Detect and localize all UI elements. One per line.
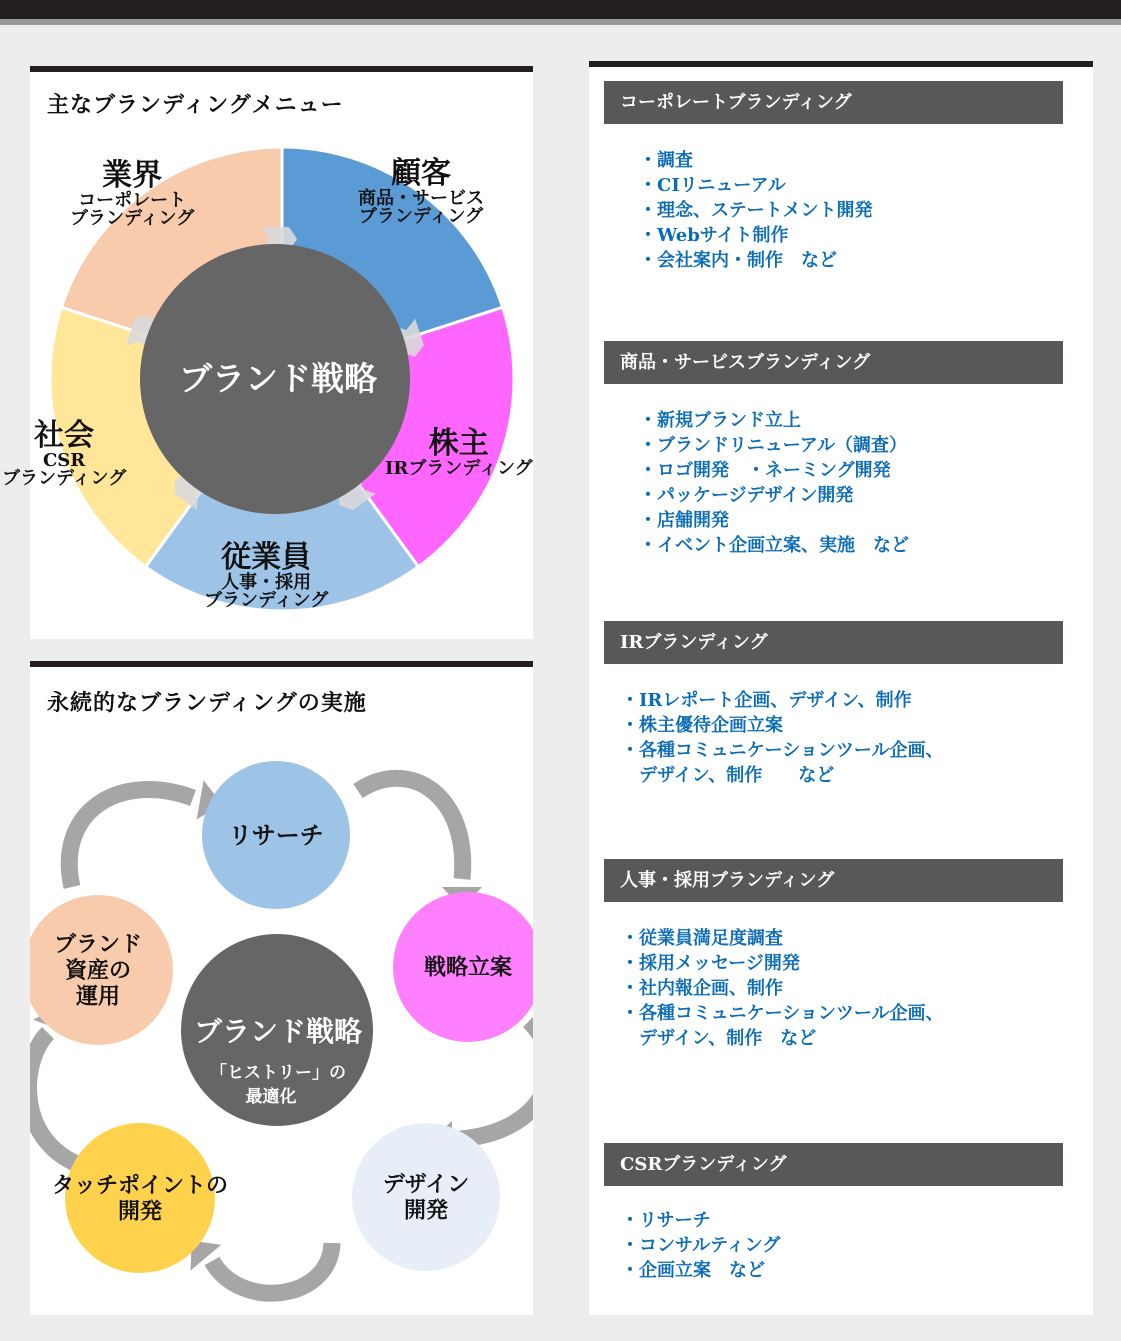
list-item: ・リサーチ	[621, 1210, 711, 1231]
branding-cycle-panel	[30, 661, 533, 1315]
list-item: ・ブランドリニューアル（調査）	[639, 435, 908, 456]
cycle-node-label: 運用	[75, 983, 121, 1010]
list-item: ・従業員満足度調査	[621, 928, 783, 949]
list-item: ・株主優待企画立案	[621, 715, 783, 736]
branding-menu-panel	[2, 66, 533, 639]
list-item: ・会社案内・制作 など	[639, 250, 837, 271]
section-heading-product: 商品・サービスブランディング	[604, 341, 1063, 384]
section-heading-corporate: コーポレートブランディング	[604, 81, 1063, 124]
list-item: デザイン、制作 など	[621, 765, 835, 786]
list-item: ・Webサイト制作	[639, 225, 789, 246]
top-bar	[0, 0, 1121, 19]
cycle-node-label: 戦略立案	[423, 954, 513, 981]
cycle-node-label: タッチポイントの	[51, 1172, 229, 1199]
cycle-arrow	[212, 1243, 332, 1293]
section-heading-ir: IRブランディング	[604, 621, 1063, 664]
cycle-arrow	[69, 790, 193, 887]
list-item: ・各種コミュニケーションツール企画、	[621, 740, 944, 761]
wheel-center-label: ブランド戦略	[179, 359, 377, 398]
panel-title: 主なブランディングメニュー	[47, 92, 344, 118]
list-item: ・調査	[639, 150, 693, 171]
section-heading-hr: 人事・採用ブランディング	[604, 859, 1063, 902]
cycle-node-label: 開発	[117, 1198, 163, 1225]
cycle-arrow	[30, 1033, 82, 1166]
cycle-node-label: デザイン	[382, 1171, 470, 1198]
list-item: ・新規ブランド立上	[639, 410, 801, 431]
section-list-ir	[621, 688, 944, 788]
section-list-corporate	[639, 148, 872, 273]
list-item: ・企画立案 など	[621, 1260, 765, 1281]
list-item: ・パッケージデザイン開発	[639, 485, 854, 506]
section-heading-csr: CSRブランディング	[604, 1143, 1063, 1186]
cycle-node-label: 資産の	[64, 957, 132, 984]
segment-label-employee: 従業員 人事・採用 ブランディング	[204, 540, 329, 612]
section-list-csr	[621, 1208, 780, 1283]
segment-label-society: 社会 CSR ブランディング	[2, 418, 127, 490]
cycle-arrow	[358, 778, 463, 879]
list-item: ・店舗開発	[639, 510, 729, 531]
branding-cycle-diagram	[30, 661, 533, 1315]
service-list-panel	[589, 61, 1093, 1315]
list-item: デザイン、制作 など	[621, 1028, 817, 1049]
list-item: ・理念、ステートメント開発	[639, 200, 873, 221]
cycle-node-label: 開発	[403, 1197, 449, 1224]
cycle-center-title: ブランド戦略	[193, 1015, 363, 1048]
segment-label-industry: 業界 コーポレート ブランディング	[70, 158, 195, 230]
top-bar-strip	[0, 19, 1121, 25]
list-item: ・ロゴ開発 ・ネーミング開発	[639, 460, 891, 481]
list-item: ・各種コミュニケーションツール企画、	[621, 1003, 944, 1024]
list-item: ・採用メッセージ開発	[621, 953, 800, 974]
cycle-node-label: リサーチ	[228, 820, 324, 850]
list-item: ・イベント企画立案、実施 など	[639, 535, 909, 556]
cycle-center-sub-1: 「ヒストリー」の	[210, 1063, 346, 1083]
section-list-product	[639, 408, 909, 558]
cycle-center-sub-2: 最適化	[245, 1087, 297, 1107]
list-item: ・CIリニューアル	[639, 175, 786, 196]
list-item: ・IRレポート企画、デザイン、制作	[621, 690, 912, 711]
segment-label-shareholder: 株主 IRブランディング	[385, 426, 533, 479]
list-item: ・コンサルティング	[621, 1235, 781, 1256]
panel-title: 永続的なブランディングの実施	[47, 690, 367, 716]
list-item: ・社内報企画、制作	[621, 978, 783, 999]
cycle-node-label: ブランド	[53, 931, 143, 958]
section-list-hr	[621, 926, 944, 1051]
panel-rule	[589, 61, 1093, 67]
segment-label-customer: 顧客 商品・サービス ブランディング	[358, 156, 484, 228]
